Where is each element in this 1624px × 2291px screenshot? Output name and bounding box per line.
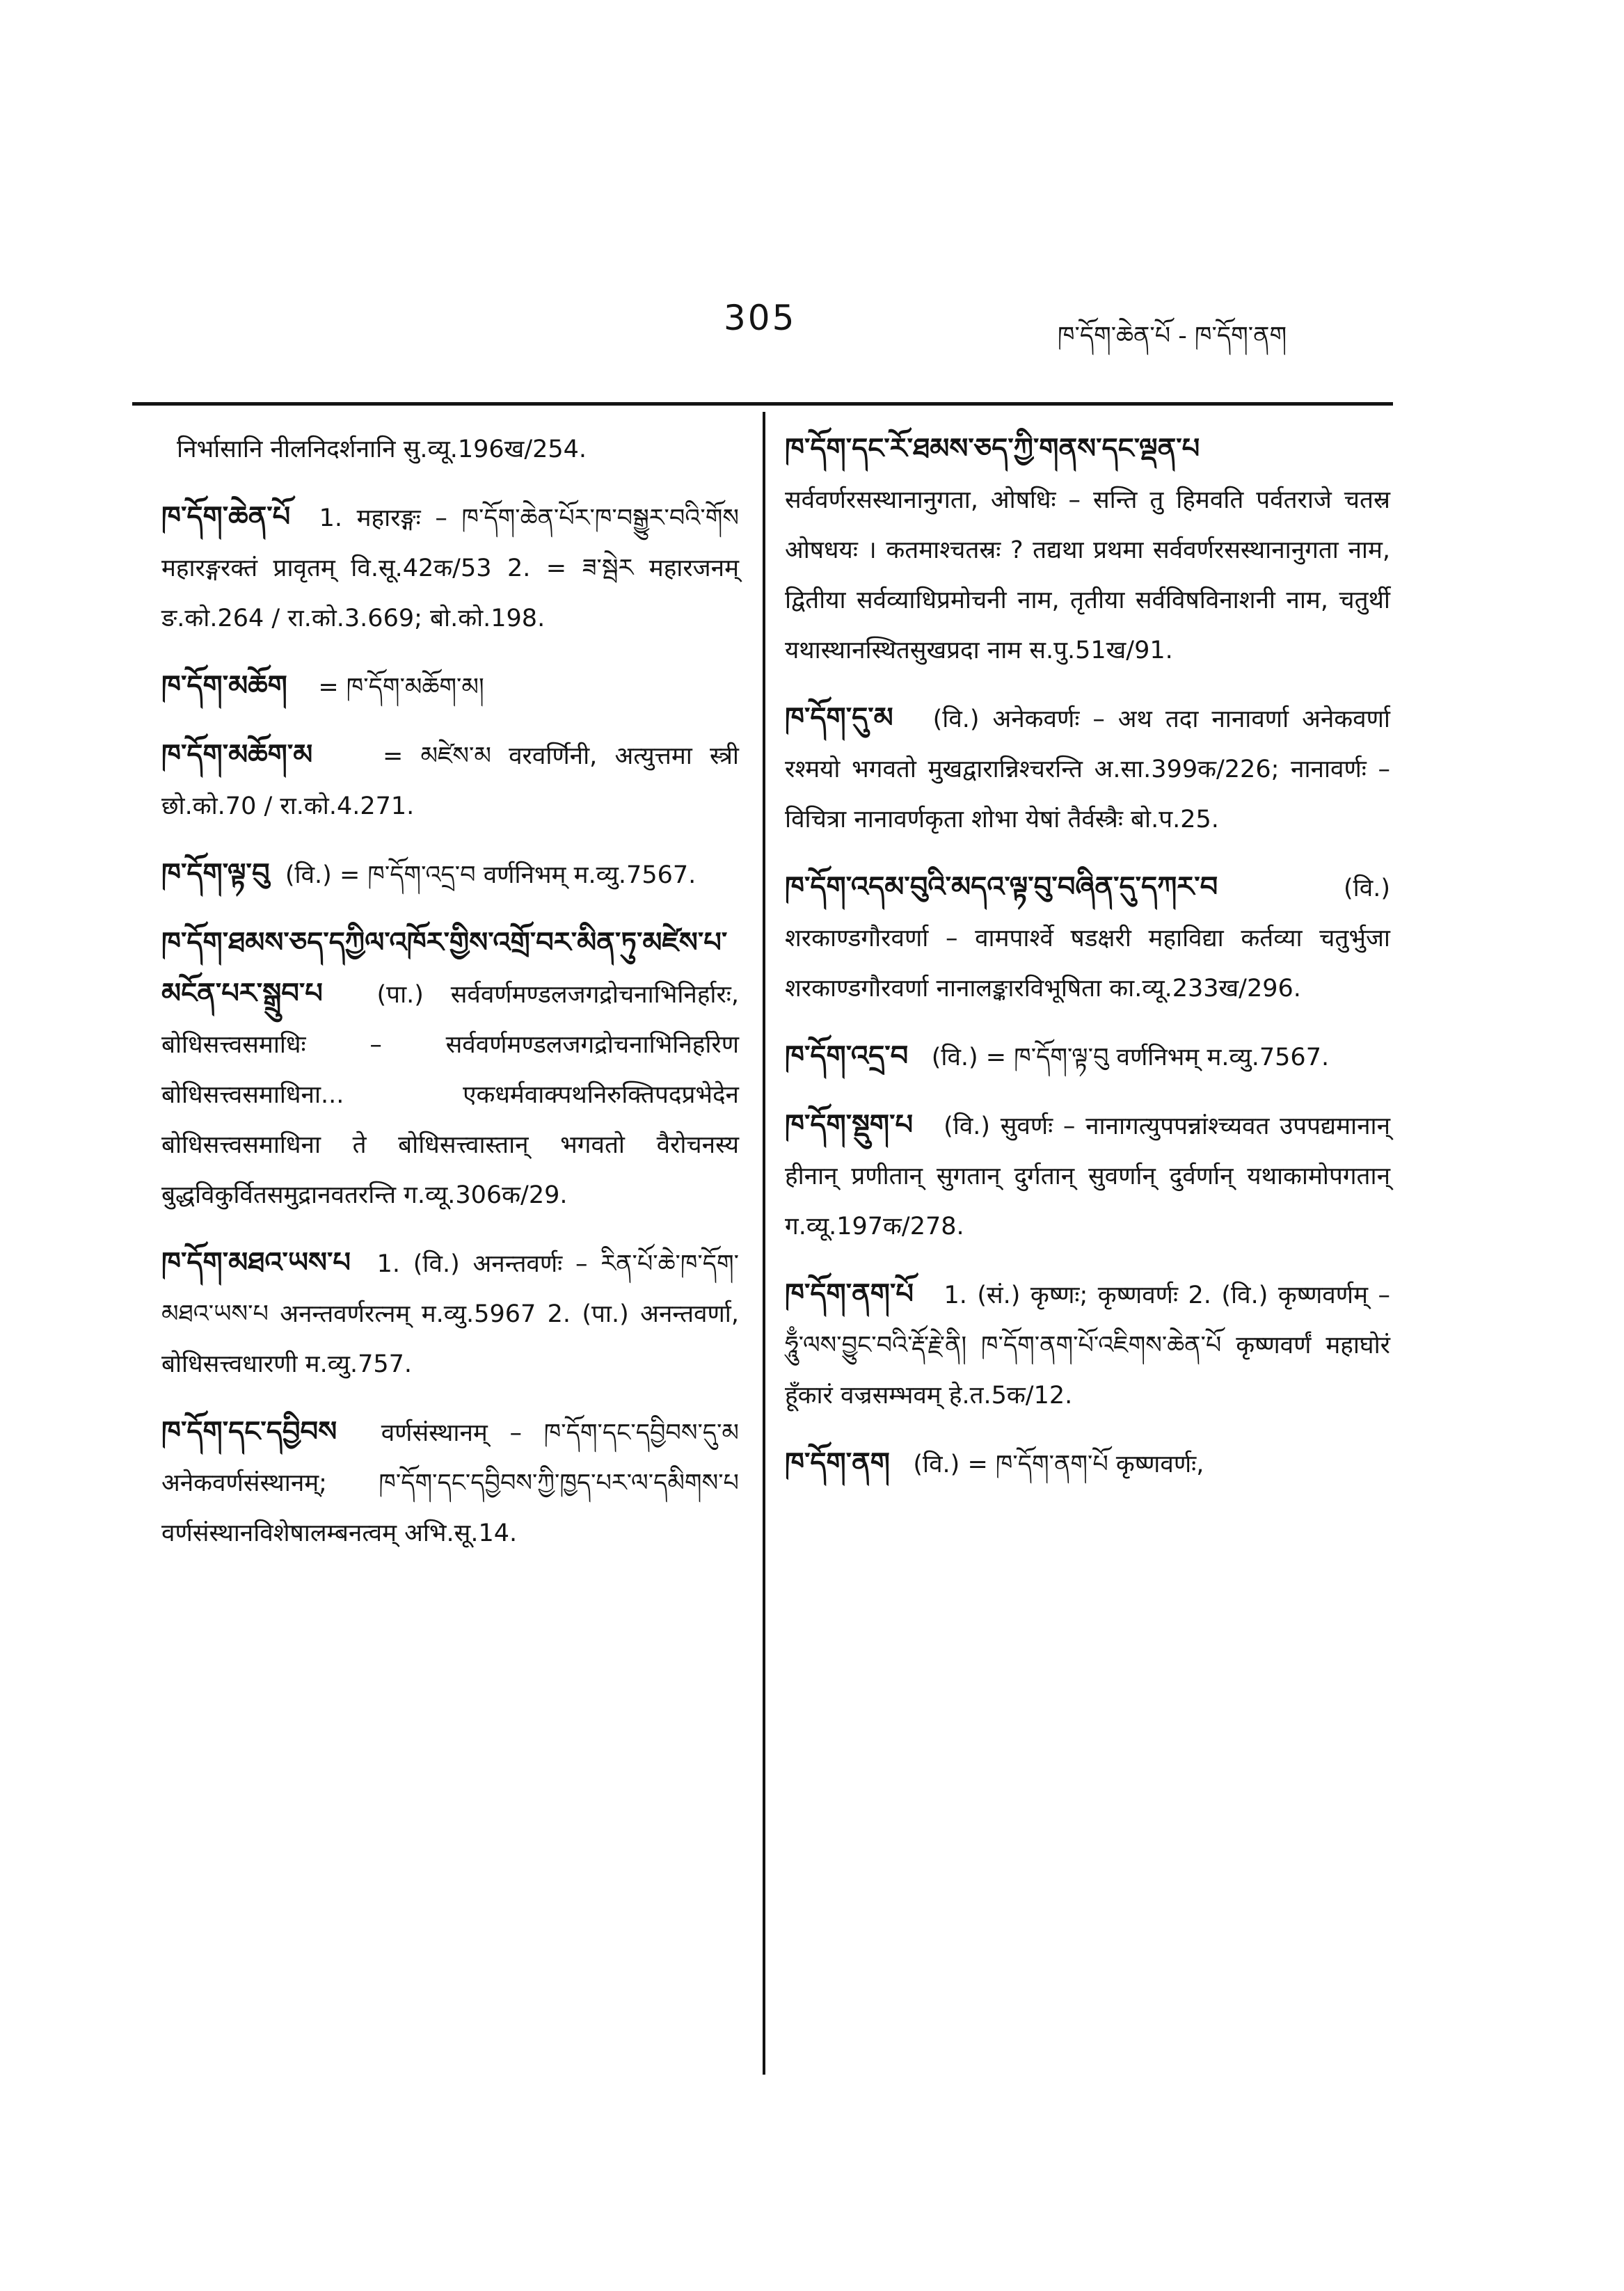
entry-body: 1. महारङ्गः – ཁ་དོག་ཆེན་པོར་ཁ་བསྒྱུར་བའི་གོས महारङ्गरक्तं प्रावृतम् वि.सू.42क/53 2. = ཟ་སྦེར महारजनम् ङ.को.264 / रा.को.3.669; बो.को.198.: [161, 504, 739, 632]
dictionary-entry: [161, 1407, 739, 1558]
right-column: [785, 424, 1390, 1508]
entry-headword: ཁ་དོག་དང་དབྱིབས: [161, 1416, 337, 1448]
dictionary-entry: [785, 1439, 1390, 1490]
entry-body: 1. (वि.) अनन्तवर्णः – རིན་པོ་ཆེ་ཁ་དོག་མཐའ་ཡས་པ अनन्तवर्णरत्नम् म.व्यु.5967 2. (पा.) अनन्तवर्णा, बोधिसत्त्वधारणी म.व्यु.757.: [161, 1250, 739, 1378]
dictionary-entry: [161, 731, 739, 831]
entry-headword: ཁ་དོག་ནག: [785, 1447, 890, 1479]
entry-body: (वि.) = ཁ་དོག་ལྟ་བུ वर्णनिभम् म.व्यु.7567.: [931, 1044, 1330, 1071]
entry-headword: ཁ་དོག་ཆེན་པོ: [161, 501, 291, 533]
entry-headword: ཁ་དོག་ལྟ་བུ: [161, 858, 270, 890]
dictionary-entry: [161, 1238, 739, 1389]
entry-body: सर्ववर्णरसस्थानानुगता, ओषधिः – सन्ति तु हिमवति पर्वतराजे चतस्र ओषधयः । कतमाश्चतस्रः ? तद्यथा प्रथमा सर्ववर्णरसस्थानानुगता नाम, द्वितीया सर्वव्याधिप्रमोचनी नाम, तृतीया सर्वविषविनाशनी नाम, चतुर्थी यथास्थानस्थितसुखप्रदा नाम स.पु.51ख/91.: [785, 486, 1390, 664]
entry-body: (पा.) सर्ववर्णमण्डलजगद्रोचनाभिनिर्हारः, बोधिसत्त्वसमाधिः – सर्ववर्णमण्डलजगद्रोचनाभिनिर्हारेण बोधिसत्त्वसमाधिना... एकधर्मवाक्पथनिरुक्तिपदप्रभेदेन बोधिसत्त्वसमाधिना ते बोधिसत्त्वास्तान् भगवतो वैरोचनस्य बुद्धविकुर्वितसमुद्रानवतरन्ति ग.व्यू.306क/29.: [161, 981, 739, 1209]
entry-body: = ཁ་དོག་མཆོག་མ།: [318, 673, 484, 701]
entry-headword: ཁ་དོག་ཐམས་ཅད་དཀྱིལ་འཁོར་གྱིས་འགྲོ་བར་མིན་ཏུ་མཛེས་པ་མངོན་པར་སྒྲུབ་པ: [161, 927, 728, 1009]
dictionary-entry: [161, 493, 739, 644]
entry-body: 1. (सं.) कृष्णः; कृष्णवर्णः 2. (वि.) कृष्णवर्णम् – ཧཱུྃ་ལས་བྱུང་བའི་རྡོ་རྗེ་ནི། ཁ་དོག་ནག་པོ་འཇིགས་ཆེན་པོ कृष्णवर्णं महाघोरं हूँकारं वज्रसम्भवम् हे.त.5क/12.: [785, 1282, 1390, 1410]
entry-headword: ཁ་དོག་འདྲ་བ: [785, 1040, 909, 1072]
entry-headword: ཁ་དོག་དུ་མ: [785, 702, 893, 734]
entry-headword: ཁ་དོག་སྡུག་པ: [785, 1109, 914, 1141]
dictionary-entry: [161, 918, 739, 1220]
running-head: ཁ་དོག་ཆེན་པོ - ཁ་དོག་ནག: [1058, 322, 1287, 350]
entry-body: (वि.) सुवर्णः – नानागत्युपपन्नांश्च्यवत उपपद्यमानान् हीनान् प्रणीतान् सुगतान् दुर्गतान् सुवर्णान् दुर्वर्णान् यथाकामोपगतान् ग.व्यू.197क/278.: [785, 1112, 1390, 1240]
entry-body: (वि.) = ཁ་དོག་འདྲ་བ वर्णनिभम् म.व्यु.7567.: [285, 861, 696, 889]
entry-body: (वि.) शरकाण्डगौरवर्णा – वामपार्श्वे षडक्षरी महाविद्या कर्तव्या चतुर्भुजा शरकाण्डगौरवर्णा नानालङ्कारविभूषिता का.व्यू.233ख/296.: [785, 875, 1390, 1003]
entry-headword: ཁ་དོག་ནག་པོ: [785, 1278, 914, 1310]
page-number: 305: [724, 298, 797, 338]
dictionary-entry: [161, 849, 739, 900]
dictionary-entry: [785, 424, 1390, 676]
entry-headword: ཁ་དོག་འདམ་བུའི་མདའ་ལྟ་བུ་བཞིན་དུ་དཀར་བ: [785, 871, 1218, 903]
left-column: [161, 424, 739, 1576]
dictionary-entry: [785, 694, 1390, 845]
dictionary-entry: [785, 1032, 1390, 1083]
entry-body: वर्णसंस्थानम् – ཁ་དོག་དང་དབྱིབས་དུ་མ अनेकवर्णसंस्थानम्; ཁ་དོག་དང་དབྱིབས་ཀྱི་ཁྱད་པར་ལ་དམིགས་པ वर्णसंस्थानविशेषालम्बनत्वम् अभि.सू.14.: [161, 1419, 739, 1547]
header-rule: [132, 402, 1393, 406]
entry-headword: ཁ་དོག་མཆོག: [161, 670, 287, 702]
entry-body: (वि.) अनेकवर्णः – अथ तदा नानावर्णा अनेकवर्णा रश्मयो भगवतो मुखद्वारान्निश्चरन्ति अ.सा.399क/226; नानावर्णः – विचित्रा नानावर्णकृता शोभा येषां तैर्वस्त्रैः बो.प.25.: [785, 705, 1390, 833]
entry-body: (वि.) = ཁ་དོག་ནག་པོ कृष्णवर्णः,: [913, 1451, 1204, 1478]
entry-body: निर्भासानि नीलनिदर्शनानि सु.व्यू.196ख/254.: [177, 436, 587, 463]
entry-headword: ཁ་དོག་མཐའ་ཡས་པ: [161, 1247, 351, 1279]
entry-headword: ཁ་དོག་མཆོག་མ: [161, 739, 313, 771]
dictionary-entry: [161, 424, 739, 474]
column-divider: [763, 412, 765, 2075]
dictionary-entry: [785, 1270, 1390, 1421]
entry-headword: ཁ་དོག་དང་རོ་ཐམས་ཅད་ཀྱི་གནས་དང་ལྡན་པ: [785, 433, 1200, 465]
dictionary-entry: [161, 662, 739, 712]
dictionary-entry: [785, 863, 1390, 1014]
dictionary-entry: [785, 1101, 1390, 1252]
entry-body: = མཛེས་མ वरवर्णिनी, अत्युत्तमा स्त्री छो.को.70 / रा.को.4.271.: [161, 742, 739, 820]
